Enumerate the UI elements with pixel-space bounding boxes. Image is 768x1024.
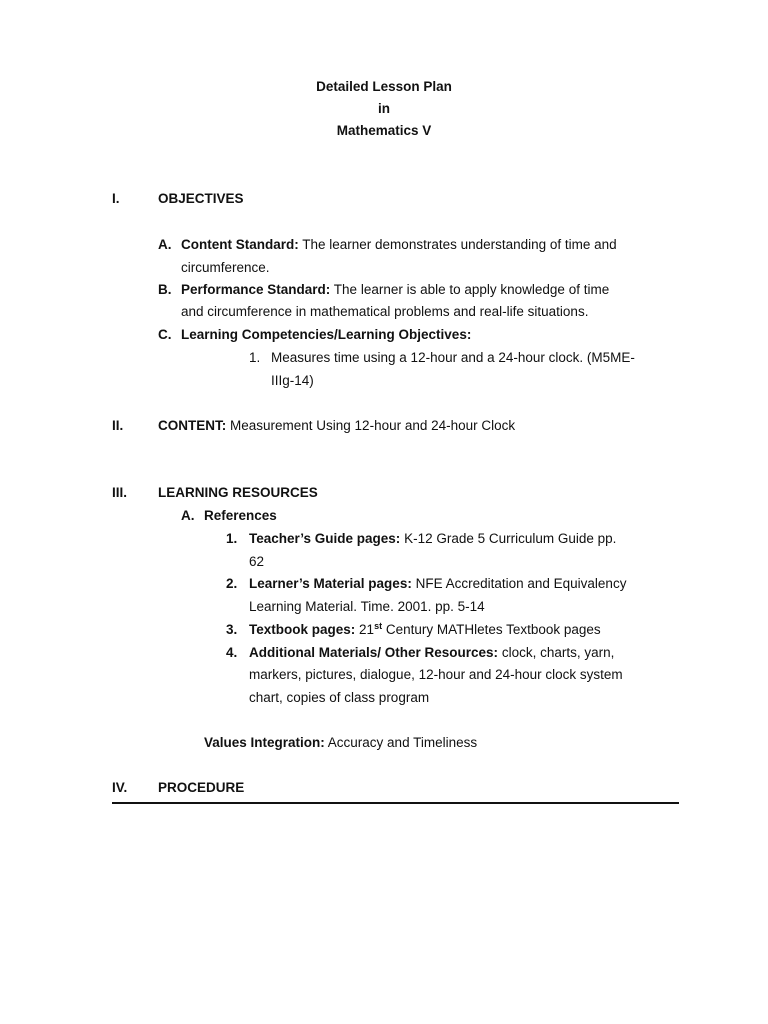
teachers-guide-text: K-12 Grade 5 Curriculum Guide pp. (400, 531, 617, 546)
performance-standard-label: Performance Standard: (181, 282, 331, 297)
additional-materials-text: clock, charts, yarn, (498, 645, 615, 660)
additional-materials-label: Additional Materials/ Other Resources: (249, 645, 499, 660)
content-standard (181, 237, 617, 252)
doc-subject: Mathematics V (336, 123, 432, 138)
teachers-guide (249, 531, 616, 546)
references-title: References (204, 508, 277, 523)
doc-title-connector: in (378, 101, 390, 116)
objective-letter-c: C. (158, 327, 172, 342)
section-title-objectives: OBJECTIVES (158, 191, 244, 206)
performance-standard-text-cont: and circumference in mathematical problems and real-life situations. (181, 304, 589, 319)
learning-competencies-label: Learning Competencies/Learning Objectives: (181, 327, 472, 342)
objective-letter-b: B. (158, 282, 172, 297)
values-integration-label: Values Integration: (204, 735, 325, 750)
competency-code: IIIg-14) (271, 373, 314, 388)
doc-title: Detailed Lesson Plan (316, 79, 452, 94)
additional-materials (249, 645, 614, 660)
textbook-pages-text: Century MATHletes Textbook pages (382, 622, 601, 637)
resource-number-2: 2. (226, 576, 238, 591)
procedure-divider (112, 802, 679, 804)
section-title-procedure: PROCEDURE (158, 780, 245, 795)
learners-material (249, 576, 626, 591)
competency-text: Measures time using a 12-hour and a 24-hour clock. (M5ME- (271, 350, 635, 365)
learners-material-label: Learner’s Material pages: (249, 576, 412, 591)
resource-number-1: 1. (226, 531, 238, 546)
resource-number-3: 3. (226, 622, 238, 637)
content-text: Measurement Using 12-hour and 24-hour Clock (226, 418, 516, 433)
textbook-pages (249, 622, 601, 637)
content-line (158, 418, 515, 433)
additional-materials-text-cont1: markers, pictures, dialogue, 12-hour and 24-hour clock system (249, 667, 623, 682)
competency-number-1: 1. (249, 350, 261, 365)
teachers-guide-text-cont: 62 (249, 554, 265, 569)
objective-letter-a: A. (158, 237, 172, 252)
content-standard-text: The learner demonstrates understanding of time and (298, 237, 617, 252)
section-title-learning-resources: LEARNING RESOURCES (158, 485, 318, 500)
values-integration (204, 735, 477, 750)
learners-material-text: NFE Accreditation and Equivalency (411, 576, 627, 591)
teachers-guide-label: Teacher’s Guide pages: (249, 531, 401, 546)
textbook-ordinal-suffix: st (374, 621, 383, 631)
section-numeral-3: III. (112, 485, 128, 500)
content-standard-label: Content Standard: (181, 237, 299, 252)
textbook-century-number: 21 (355, 622, 375, 637)
content-standard-text-cont: circumference. (181, 260, 270, 275)
performance-standard (181, 282, 609, 297)
references-letter: A. (181, 508, 195, 523)
section-numeral-1: I. (112, 191, 120, 206)
section-numeral-2: II. (112, 418, 124, 433)
section-numeral-4: IV. (112, 780, 128, 795)
learners-material-text-cont: Learning Material. Time. 2001. pp. 5-14 (249, 599, 485, 614)
values-integration-text: Accuracy and Timeliness (324, 735, 478, 750)
performance-standard-text: The learner is able to apply knowledge of time (330, 282, 610, 297)
additional-materials-text-cont2: chart, copies of class program (249, 690, 430, 705)
textbook-pages-label: Textbook pages: (249, 622, 356, 637)
resource-number-4: 4. (226, 645, 238, 660)
content-label: CONTENT: (158, 418, 227, 433)
